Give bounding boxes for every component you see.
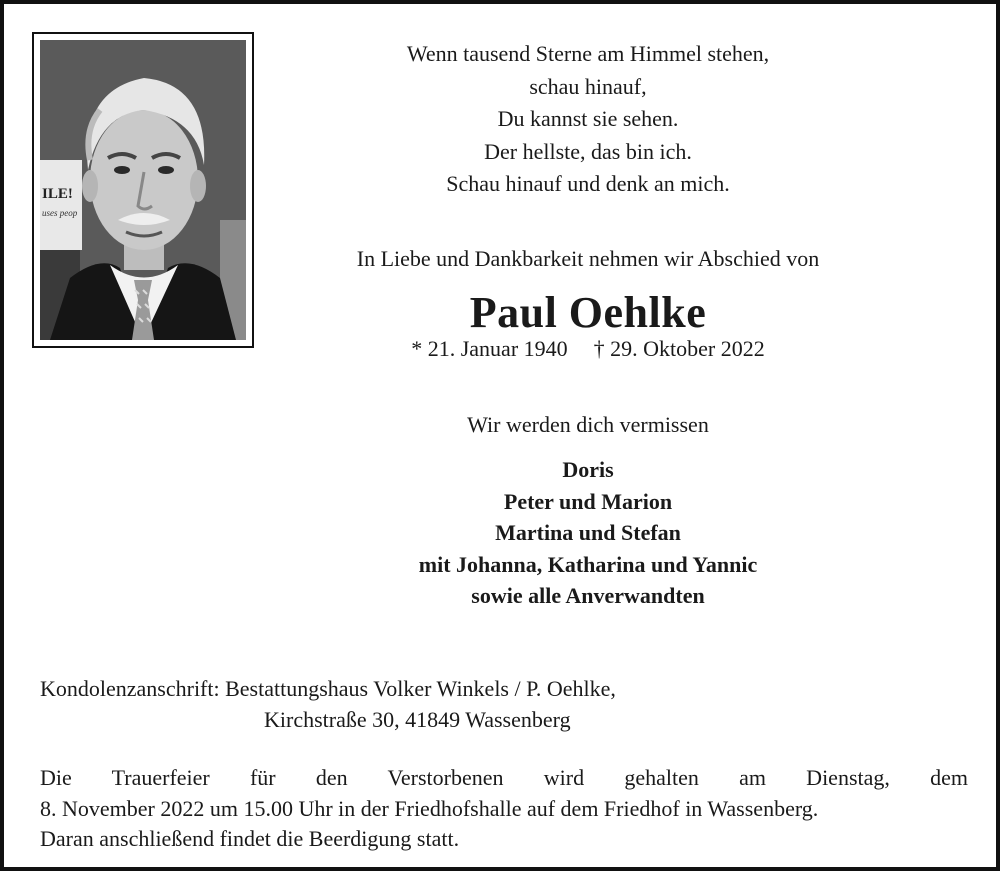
death-date: † 29. Oktober 2022 bbox=[593, 336, 765, 361]
poem-line: Schau hinauf und denk an mich. bbox=[446, 171, 730, 196]
poem-line: Der hellste, das bin ich. bbox=[484, 138, 692, 164]
miss-line: Wir werden dich vermissen bbox=[467, 412, 709, 437]
service-line: Die Trauerfeier für den Verstorbenen wird gehalten am Dienstag, dem bbox=[40, 765, 968, 790]
service-line: 8. November 2022 um 15.00 Uhr in der Friedhofshalle auf dem Friedhof in Wassenberg. bbox=[40, 795, 819, 821]
poem-line: Du kannst sie sehen. bbox=[497, 106, 679, 131]
deceased-name: Paul Oehlke bbox=[469, 288, 707, 337]
condolence-line: Kirchstraße 30, 41849 Wassenberg bbox=[264, 707, 571, 732]
family-member: mit Johanna, Katharina und Yannic bbox=[418, 551, 758, 577]
condolence-line: Kondolenzanschrift: Bestattungshaus Volker Winkels / P. Oehlke, bbox=[40, 676, 616, 701]
service-line: Daran anschließend findet die Beerdigung statt. bbox=[40, 826, 460, 851]
family-member: sowie alle Anverwandten bbox=[471, 583, 705, 608]
farewell-intro: In Liebe und Dankbarkeit nehmen wir Abschied von bbox=[356, 246, 820, 271]
life-dates bbox=[264, 334, 912, 364]
family-list bbox=[264, 454, 912, 612]
family-member: Martina und Stefan bbox=[495, 520, 681, 545]
family-member: Peter und Marion bbox=[503, 488, 673, 514]
service-info bbox=[40, 763, 968, 855]
sign-subtext: uses peop bbox=[42, 208, 78, 218]
poem bbox=[264, 38, 912, 201]
portrait-frame bbox=[32, 32, 254, 348]
poem-line: Wenn tausend Sterne am Himmel stehen, bbox=[406, 41, 770, 66]
portrait-photo bbox=[40, 40, 246, 340]
birth-date: * 21. Januar 1940 bbox=[411, 336, 568, 361]
sign-text: ILE! bbox=[42, 186, 73, 202]
condolence-address bbox=[40, 673, 616, 735]
family-member: Doris bbox=[562, 457, 614, 482]
poem-line: schau hinauf, bbox=[529, 73, 647, 99]
portrait-illustration bbox=[40, 40, 246, 340]
